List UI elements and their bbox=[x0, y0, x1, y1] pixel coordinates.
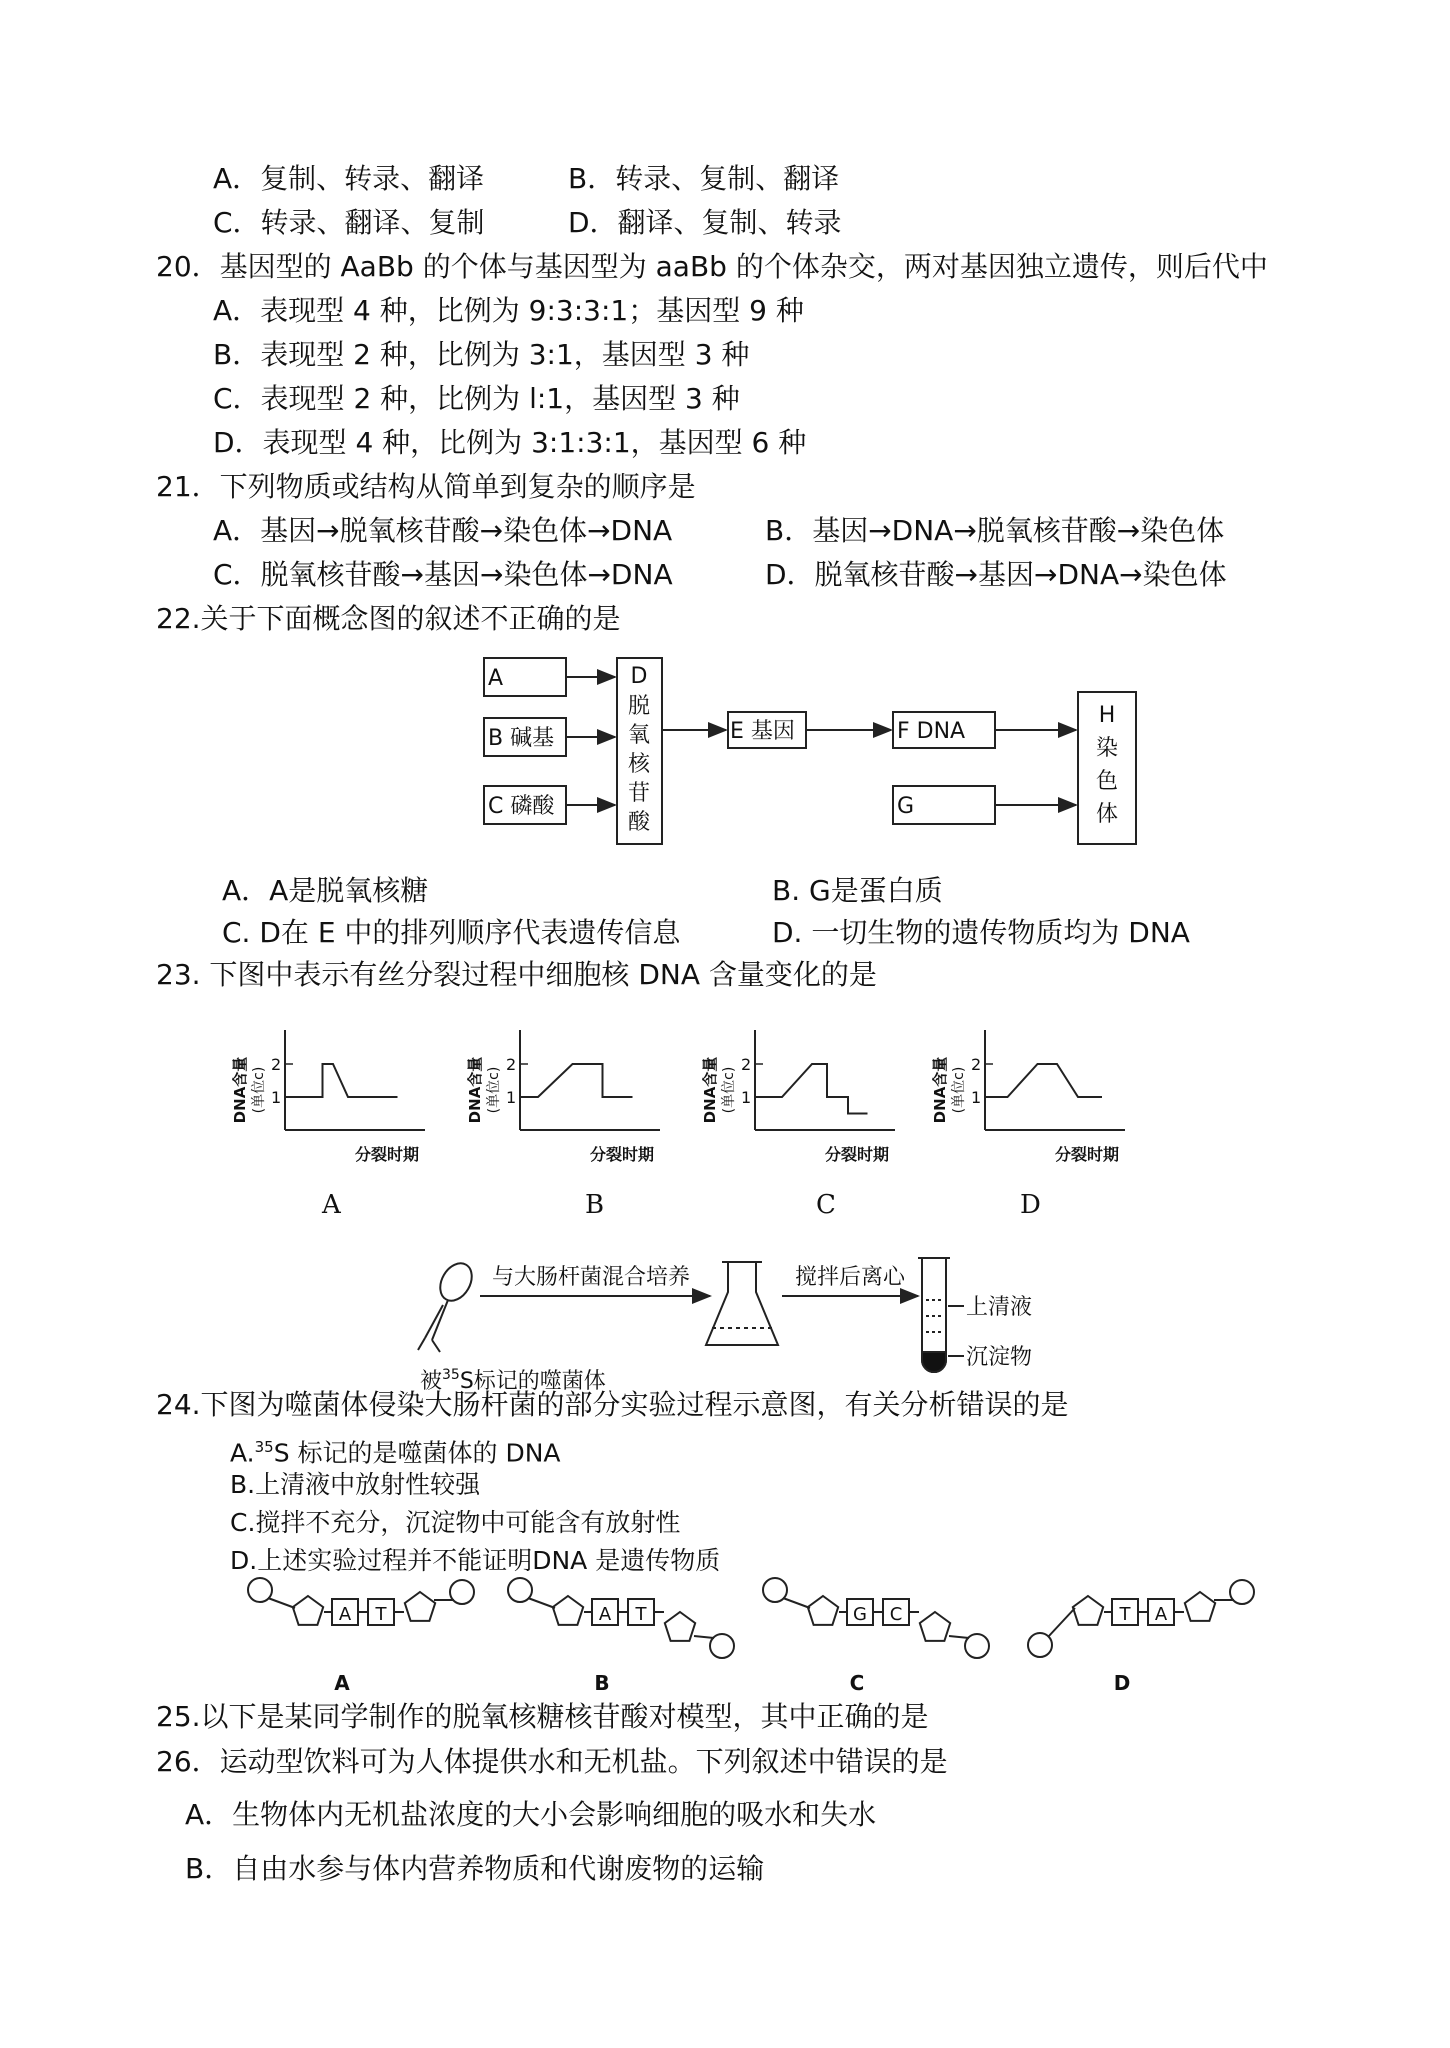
graph-label-d: D bbox=[1020, 1190, 1041, 1220]
sugar-right bbox=[665, 1612, 695, 1641]
q20-option-a: A．表现型 4 种，比例为 9:3:3:1；基因型 9 种 bbox=[213, 294, 804, 327]
q22-option-d: D. 一切生物的遗传物质均为 DNA bbox=[772, 916, 1190, 949]
sugar-left bbox=[808, 1596, 838, 1625]
y-axis-label: DNA含量 bbox=[231, 1056, 249, 1124]
box-d-char-4: 苷 bbox=[627, 781, 651, 806]
dna-curve bbox=[985, 1064, 1102, 1097]
y-axis-unit: (单位c) bbox=[721, 1066, 737, 1114]
box-d-char-3: 核 bbox=[627, 752, 651, 777]
q24-option-b: B.上清液中放射性较强 bbox=[230, 1470, 481, 1499]
base-left-letter: A bbox=[338, 1604, 352, 1625]
phage-caption: 被$^{35}$S标记的噬菌体 bbox=[420, 1367, 606, 1394]
x-axis-label: 分裂时期 bbox=[355, 1145, 420, 1164]
model-label: D bbox=[1113, 1671, 1131, 1695]
nucleotide-model-a bbox=[248, 1578, 474, 1695]
q24-stem: 24.下图为噬菌体侵染大肠杆菌的部分实验过程示意图，有关分析错误的是 bbox=[156, 1388, 1069, 1421]
box-e-label: E 基因 bbox=[730, 719, 795, 744]
box-d-char-2: 氧 bbox=[627, 723, 651, 748]
x-axis-label: 分裂时期 bbox=[1055, 1145, 1120, 1164]
box-c-label: C 磷酸 bbox=[488, 794, 555, 819]
tick-1: 1 bbox=[271, 1088, 282, 1107]
y-axis-unit: (单位c) bbox=[251, 1066, 267, 1114]
y-axis-unit: (单位c) bbox=[951, 1066, 967, 1114]
q23-stem: 23. 下图中表示有丝分裂过程中细胞核 DNA 含量变化的是 bbox=[156, 958, 877, 991]
arrow-mix-label: 与大肠杆菌混合培养 bbox=[492, 1265, 691, 1290]
phosphate-right bbox=[965, 1634, 989, 1658]
box-d-char-1: 脱 bbox=[627, 694, 651, 719]
tick-2: 2 bbox=[741, 1055, 752, 1074]
tick-2: 2 bbox=[971, 1055, 982, 1074]
q22-option-c: C. D在 E 中的排列顺序代表遗传信息 bbox=[222, 916, 681, 949]
dna-curve bbox=[755, 1064, 868, 1114]
base-right-letter: C bbox=[889, 1604, 903, 1625]
model-label: B bbox=[594, 1671, 610, 1695]
box-b-label: B 碱基 bbox=[488, 726, 555, 751]
q24-option-c: C.搅拌不充分，沉淀物中可能含有放射性 bbox=[230, 1508, 681, 1537]
graph-label-a: A bbox=[322, 1190, 341, 1220]
sugar-right bbox=[920, 1612, 950, 1641]
q20-stem: 20．基因型的 AaBb 的个体与基因型为 aaBb 的个体杂交，两对基因独立遗传，则后代中 bbox=[156, 250, 1268, 283]
box-a-label: A bbox=[488, 666, 504, 691]
x-axis-label: 分裂时期 bbox=[825, 1145, 890, 1164]
model-label: C bbox=[849, 1671, 865, 1695]
phage-icon bbox=[434, 1258, 478, 1307]
q24-option-a: A.$^{35}$S 标记的是噬菌体的 DNA bbox=[230, 1438, 561, 1468]
q22-option-b: B. G是蛋白质 bbox=[772, 874, 943, 907]
nucleotide-model-c bbox=[763, 1578, 989, 1695]
box-d-char-0: D bbox=[630, 664, 648, 689]
dna-content-graphs bbox=[231, 1030, 1125, 1164]
y-axis-label: DNA含量 bbox=[931, 1056, 949, 1124]
q19-option-b: B．转录、复制、翻译 bbox=[568, 162, 840, 195]
q26-stem: 26．运动型饮料可为人体提供水和无机盐。下列叙述中错误的是 bbox=[156, 1745, 948, 1778]
tick-1: 1 bbox=[506, 1088, 517, 1107]
y-axis-label: DNA含量 bbox=[466, 1056, 484, 1124]
q21-option-c: C．脱氧核苷酸→基因→染色体→DNA bbox=[213, 558, 673, 591]
phosphate-right bbox=[1230, 1580, 1254, 1604]
q21-option-a: A．基因→脱氧核苷酸→染色体→DNA bbox=[213, 514, 673, 547]
q20-option-d: D．表现型 4 种，比例为 3:1:3:1，基因型 6 种 bbox=[213, 426, 807, 459]
concept-diagram bbox=[484, 658, 1136, 844]
precipitate-label: 沉淀物 bbox=[966, 1345, 1033, 1370]
q21-stem: 21．下列物质或结构从简单到复杂的顺序是 bbox=[156, 470, 696, 503]
base-left-letter: G bbox=[853, 1604, 867, 1625]
nucleotide-model-b bbox=[508, 1578, 734, 1695]
q21-option-d: D．脱氧核苷酸→基因→DNA→染色体 bbox=[765, 558, 1227, 591]
tick-1: 1 bbox=[741, 1088, 752, 1107]
box-f-label: F DNA bbox=[897, 719, 966, 744]
sugar-right bbox=[405, 1592, 435, 1621]
q22-stem: 22.关于下面概念图的叙述不正确的是 bbox=[156, 602, 621, 635]
q20-option-b: B．表现型 2 种，比例为 3:1，基因型 3 种 bbox=[213, 338, 750, 371]
supernatant-label: 上清液 bbox=[966, 1295, 1033, 1320]
tick-1: 1 bbox=[971, 1088, 982, 1107]
precipitate-mark bbox=[922, 1352, 946, 1372]
nucleotide-pair-models bbox=[248, 1578, 1254, 1695]
q26-option-a: A．生物体内无机盐浓度的大小会影响细胞的吸水和失水 bbox=[185, 1798, 877, 1831]
y-axis-unit: (单位c) bbox=[486, 1066, 502, 1114]
sugar-left bbox=[553, 1596, 583, 1625]
q20-option-c: C．表现型 2 种，比例为 l:1，基因型 3 种 bbox=[213, 382, 740, 415]
q22-option-a: A．A是脱氧核糖 bbox=[222, 874, 429, 907]
base-right-letter: T bbox=[635, 1604, 647, 1625]
box-h-char-0: H bbox=[1098, 703, 1116, 728]
q24-option-d: D.上述实验过程并不能证明DNA 是遗传物质 bbox=[230, 1546, 721, 1575]
q26-option-b: B．自由水参与体内营养物质和代谢废物的运输 bbox=[185, 1852, 765, 1885]
graph-label-c: C bbox=[816, 1190, 836, 1220]
nucleotide-model-d bbox=[1028, 1580, 1254, 1695]
tick-2: 2 bbox=[271, 1055, 282, 1074]
sugar-left bbox=[1073, 1596, 1103, 1625]
base-right-letter: A bbox=[1154, 1604, 1168, 1625]
box-h-char-1: 染 bbox=[1095, 736, 1119, 761]
phosphate-right bbox=[710, 1634, 734, 1658]
q19-option-c: C．转录、翻译、复制 bbox=[213, 206, 485, 239]
tick-2: 2 bbox=[506, 1055, 517, 1074]
base-left-letter: T bbox=[1119, 1604, 1131, 1625]
dna-curve bbox=[285, 1064, 398, 1097]
x-axis-label: 分裂时期 bbox=[590, 1145, 655, 1164]
q25-stem: 25.以下是某同学制作的脱氧核糖核苷酸对模型，其中正确的是 bbox=[156, 1700, 929, 1733]
graph-label-b: B bbox=[585, 1190, 605, 1220]
q21-option-b: B．基因→DNA→脱氧核苷酸→染色体 bbox=[765, 514, 1225, 547]
model-label: A bbox=[334, 1671, 350, 1695]
q19-option-a: A．复制、转录、翻译 bbox=[213, 162, 485, 195]
sugar-left bbox=[293, 1596, 323, 1625]
flask-icon bbox=[706, 1262, 778, 1345]
dna-curve bbox=[520, 1064, 633, 1097]
q19-option-d: D．翻译、复制、转录 bbox=[568, 206, 842, 239]
base-left-letter: A bbox=[598, 1604, 612, 1625]
box-h-char-2: 色 bbox=[1095, 769, 1119, 794]
y-axis-label: DNA含量 bbox=[701, 1056, 719, 1124]
box-h-char-3: 体 bbox=[1095, 802, 1119, 827]
arrow-centrifuge-label: 搅拌后离心 bbox=[795, 1265, 906, 1290]
sugar-right bbox=[1185, 1592, 1215, 1621]
box-g-label: G bbox=[897, 794, 915, 819]
base-right-letter: T bbox=[375, 1604, 387, 1625]
box-d-char-5: 酸 bbox=[627, 810, 651, 835]
phosphate-right bbox=[450, 1580, 474, 1604]
